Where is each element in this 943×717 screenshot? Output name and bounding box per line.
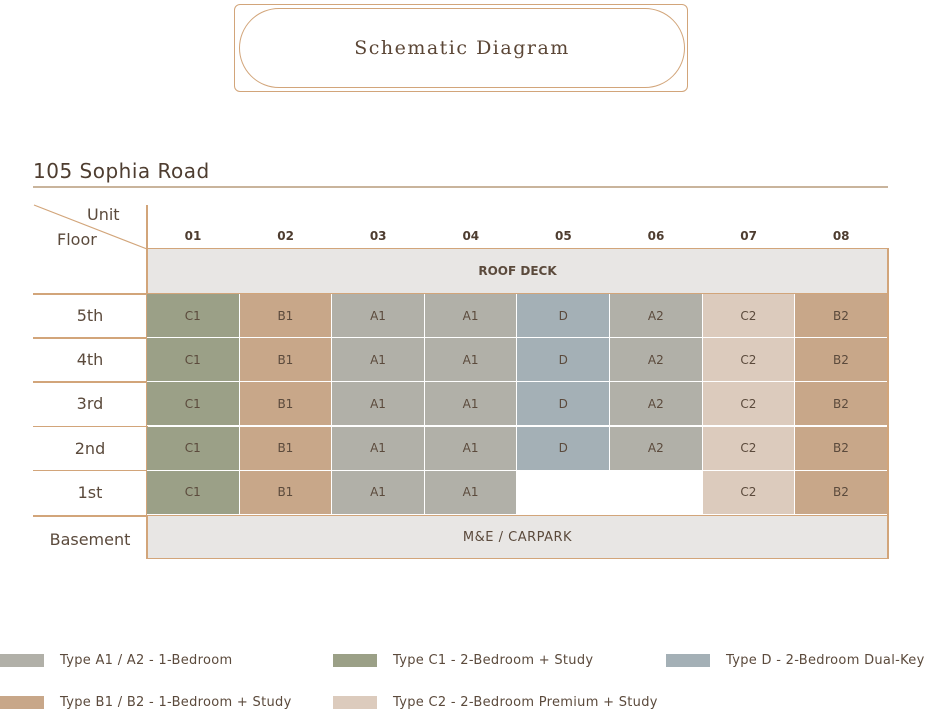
column-header-08: 08 xyxy=(832,229,850,243)
unit-cell: C1 xyxy=(147,471,240,515)
unit-cell: A2 xyxy=(610,294,703,338)
floor-label-5th: 5th xyxy=(76,306,104,325)
basement-value: M&E / CARPARK xyxy=(462,529,573,545)
unit-cell: D xyxy=(517,338,610,382)
unit-cell: B1 xyxy=(240,338,333,382)
row-separator xyxy=(33,515,147,517)
unit-cell: A2 xyxy=(610,427,703,471)
title-frame xyxy=(234,4,688,92)
legend-swatch xyxy=(333,696,377,709)
unit-cell: B1 xyxy=(240,294,333,338)
unit-cell: B2 xyxy=(795,338,888,382)
row-separator xyxy=(33,381,147,383)
unit-cell: C1 xyxy=(147,338,240,382)
unit-cell: B1 xyxy=(240,427,333,471)
row-separator xyxy=(33,470,147,472)
diagram-title: Schematic Diagram xyxy=(354,37,570,59)
unit-cell: A1 xyxy=(425,427,518,471)
column-header-01: 01 xyxy=(184,229,202,243)
unit-cell: A1 xyxy=(425,471,518,515)
unit-cell: C2 xyxy=(703,427,796,471)
unit-cell: A1 xyxy=(425,338,518,382)
legend-label: Type C2 - 2-Bedroom Premium + Study xyxy=(393,695,658,710)
unit-cell: C2 xyxy=(703,471,796,515)
row-separator xyxy=(33,293,147,295)
row-separator xyxy=(33,426,147,428)
unit-cell: C1 xyxy=(147,294,240,338)
floor-label-basement: Basement xyxy=(49,530,131,549)
legend-item xyxy=(0,695,292,710)
unit-cell: A1 xyxy=(332,427,425,471)
unit-cell: D xyxy=(517,427,610,471)
unit-cell: B2 xyxy=(795,382,888,426)
legend-swatch xyxy=(0,654,44,667)
unit-cell: D xyxy=(517,294,610,338)
row-separator xyxy=(33,337,147,339)
floor-label-2nd: 2nd xyxy=(74,438,106,458)
project-name: 105 Sophia Road xyxy=(33,159,210,183)
legend-label: Type A1 / A2 - 1-Bedroom xyxy=(60,653,233,668)
unit-cell: A1 xyxy=(332,294,425,338)
legend-item xyxy=(666,653,925,668)
unit-cell: A1 xyxy=(425,382,518,426)
unit-cell: A2 xyxy=(610,338,703,382)
grid-right-border xyxy=(887,248,889,559)
unit-cell: B2 xyxy=(795,427,888,471)
legend-label: Type B1 / B2 - 1-Bedroom + Study xyxy=(60,695,292,710)
unit-cell: A1 xyxy=(332,338,425,382)
unit-cell: C1 xyxy=(147,382,240,426)
legend-item xyxy=(333,695,658,710)
title-pill xyxy=(239,8,685,88)
legend-item xyxy=(0,653,232,668)
roof-deck-band xyxy=(147,248,888,294)
unit-cell xyxy=(517,471,610,515)
floor-label-1st: 1st xyxy=(77,482,103,502)
legend-label: Type D - 2-Bedroom Dual-Key xyxy=(726,653,925,668)
legend-swatch xyxy=(333,654,377,667)
unit-cell: C2 xyxy=(703,294,796,338)
unit-cell: B2 xyxy=(795,471,888,515)
floor-label-3rd: 3rd xyxy=(76,394,104,414)
project-underline xyxy=(33,186,888,188)
unit-cell: C2 xyxy=(703,382,796,426)
floor-label-4th: 4th xyxy=(76,350,104,370)
unit-cell: D xyxy=(517,382,610,426)
legend-item xyxy=(333,653,593,668)
unit-cell: C1 xyxy=(147,427,240,471)
unit-cell: A2 xyxy=(610,382,703,426)
legend-swatch xyxy=(666,654,710,667)
legend-swatch xyxy=(0,696,44,709)
unit-cell: A1 xyxy=(332,471,425,515)
column-header-03: 03 xyxy=(369,229,387,243)
unit-cell: A1 xyxy=(332,382,425,426)
unit-cell xyxy=(610,471,703,515)
column-header-04: 04 xyxy=(462,229,480,243)
unit-cell: C2 xyxy=(703,338,796,382)
roof-deck-label: ROOF DECK xyxy=(478,264,557,278)
corner-unit-label: Unit xyxy=(87,205,120,224)
column-header-05: 05 xyxy=(555,229,572,243)
legend-label: Type C1 - 2-Bedroom + Study xyxy=(393,653,594,668)
unit-cell: B2 xyxy=(795,294,888,338)
basement-band xyxy=(147,515,888,559)
column-header-02: 02 xyxy=(277,229,294,243)
column-header-06: 06 xyxy=(647,229,665,243)
unit-cell: B1 xyxy=(240,382,333,426)
corner-floor-label: Floor xyxy=(57,230,97,249)
column-header-07: 07 xyxy=(740,229,757,243)
unit-cell: B1 xyxy=(240,471,333,515)
unit-cell: A1 xyxy=(425,294,518,338)
